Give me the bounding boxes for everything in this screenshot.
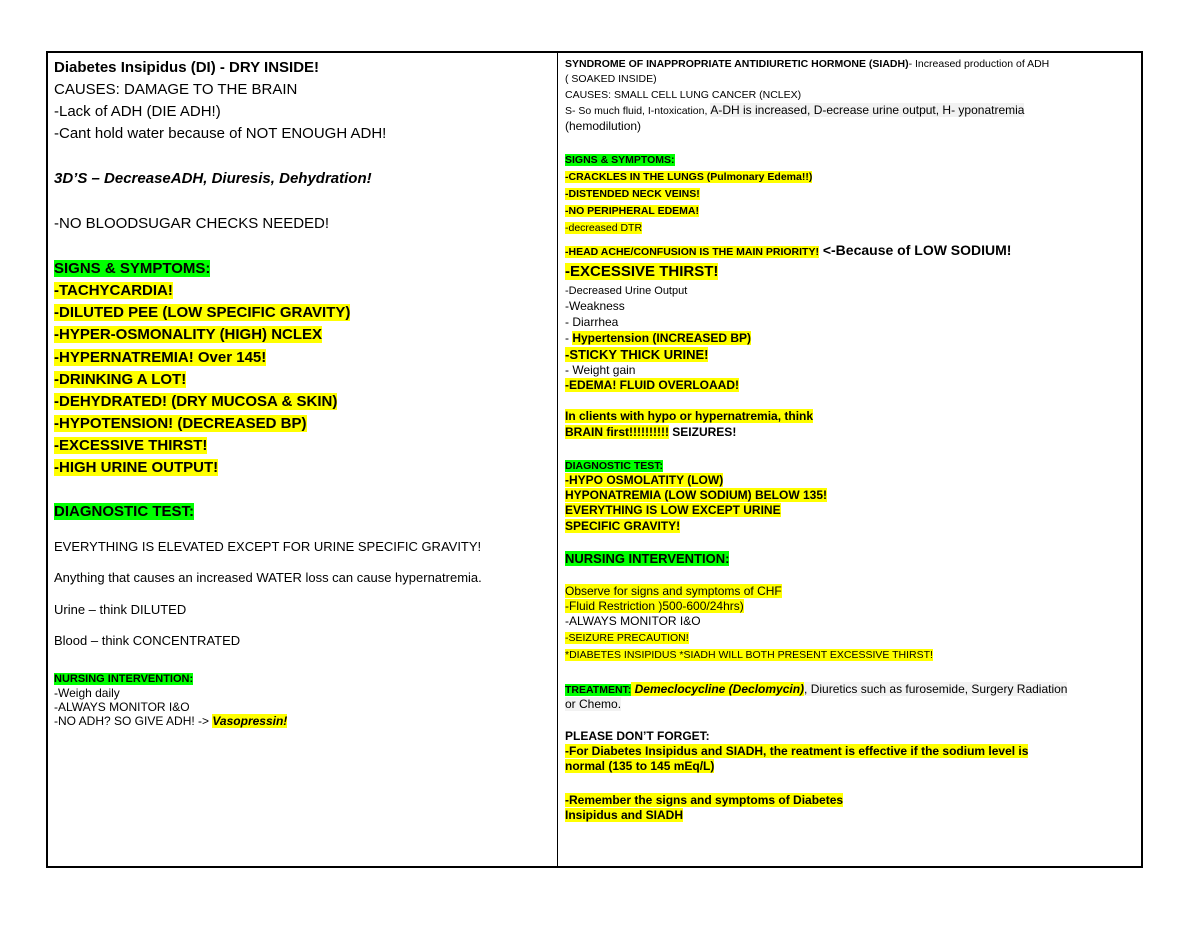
siadh-soaked: ( SOAKED INSIDE) [565, 73, 657, 85]
di-sign-item [54, 326, 322, 343]
siadh-seizure-precaution [565, 632, 689, 644]
siadh-reminder-1b [565, 760, 714, 774]
di-nursing-line: -Weigh daily [54, 686, 120, 700]
di-sign-item [54, 282, 173, 299]
siadh-diagnostic-heading [565, 460, 663, 472]
siadh-excessive-thirst-text: -EXCESSIVE THIRST! [565, 263, 719, 280]
siadh-monitor: -ALWAYS MONITOR I&O [565, 614, 701, 628]
di-diagnostic-heading [54, 503, 194, 520]
diabetes-insipidus-column [54, 53, 552, 866]
siadh-edema [565, 379, 739, 393]
di-diagnostic-line: EVERYTHING IS ELEVATED EXCEPT FOR URINE SPECIFIC GRAVITY! [54, 539, 482, 554]
siadh-clients-text-2: BRAIN first!!!!!!!!!! [565, 425, 669, 439]
siadh-diagnostic-line [565, 520, 680, 534]
siadh-clients-line-1 [565, 410, 813, 424]
di-sign-item [54, 437, 207, 454]
siadh-signs-heading-text: SIGNS & SYMPTOMS: [565, 154, 675, 166]
di-lack-adh: -Lack of ADH (DIE ADH!) [54, 103, 221, 120]
siadh-headache: -HEAD ACHE/CONFUSION IS THE MAIN PRIORITY! [565, 246, 819, 258]
di-sign-text: -DILUTED PEE (LOW SPECIFIC GRAVITY) [54, 304, 351, 321]
siadh-title [565, 58, 1049, 70]
siadh-diagnostic-text: SPECIFIC GRAVITY! [565, 519, 681, 533]
siadh-excessive-thirst [565, 263, 718, 280]
siadh-weight-gain: - Weight gain [565, 363, 636, 377]
siadh-chemo-text: or Chemo. [565, 697, 622, 711]
siadh-observe [565, 585, 782, 599]
siadh-diagnostic-line [565, 474, 723, 488]
di-sign-text: -TACHYCARDIA! [54, 282, 173, 299]
siadh-s-prefix: S- So much fluid, I-ntoxication, [565, 105, 711, 117]
siadh-reminder-1a [565, 745, 1028, 759]
siadh-fluid-restriction [565, 600, 744, 614]
siadh-diagnostic-heading-text: DIAGNOSTIC TEST: [565, 460, 664, 472]
siadh-because-low-sodium: <-Because of LOW SODIUM! [818, 242, 1012, 258]
siadh-sign-text: -NO PERIPHERAL EDEMA! [565, 205, 699, 217]
di-signs-heading [54, 260, 210, 277]
siadh-please: PLEASE DON’T FORGET: [565, 729, 710, 743]
siadh-headache-line [565, 242, 1011, 260]
siadh-hypertension-prefix: - [565, 331, 573, 345]
di-sign-text: -EXCESSIVE THIRST! [54, 437, 208, 454]
di-nursing-heading [54, 673, 193, 686]
siadh-reminder-2a [565, 794, 843, 808]
siadh-edema-text: -EDEMA! FLUID OVERLOAAD! [565, 378, 739, 392]
siadh-hypertension: Hypertension (INCREASED BP) [572, 331, 752, 345]
siadh-di-siadh-thirst-text: *DIABETES INSIPIDUS *SIADH WILL BOTH PRESENT EXCESSIVE THIRST! [565, 649, 933, 661]
di-title: Diabetes Insipidus (DI) - DRY INSIDE! [54, 59, 320, 76]
siadh-sign-text: -CRACKLES IN THE LUNGS (Pulmonary Edema!!) [565, 171, 813, 183]
siadh-reminder-2b-text: Insipidus and SIADH [565, 808, 684, 822]
di-sign-text: -HYPOTENSION! (DECREASED BP) [54, 415, 307, 432]
siadh-treatment-line [565, 683, 1067, 697]
notes-table [46, 51, 1143, 868]
di-sign-text: -DRINKING A LOT! [54, 371, 187, 388]
siadh-weakness: -Weakness [565, 299, 625, 313]
siadh-sign-item [565, 171, 812, 183]
siadh-s-rest: A-DH is increased, D-ecrease urine output, H- yponatremia [710, 103, 1025, 117]
di-cant-hold: -Cant hold water because of NOT ENOUGH ADH! [54, 125, 387, 142]
di-no-bloodsugar: -NO BLOODSUGAR CHECKS NEEDED! [54, 215, 330, 232]
siadh-causes: CAUSES: SMALL CELL LUNG CANCER (NCLEX) [565, 89, 802, 101]
siadh-sign-text: -decreased DTR [565, 222, 643, 234]
siadh-seizure-precaution-text: -SEIZURE PRECAUTION! [565, 632, 689, 644]
di-three-ds: 3D’S – DecreaseADH, Diuresis, Dehydration! [54, 170, 372, 187]
siadh-sticky-text: -STICKY THICK URINE! [565, 347, 709, 362]
siadh-observe-text: Observe for signs and symptoms of CHF [565, 584, 782, 598]
siadh-di-siadh-thirst [565, 649, 933, 661]
siadh-nursing-heading [565, 552, 729, 567]
siadh-reminder-1a-text: -For Diabetes Insipidus and SIADH, the reatment is effective if the sodium level is [565, 744, 1029, 758]
siadh-reminder-2b [565, 809, 683, 823]
siadh-demeclocycline: Demeclocycline (Declomycin) [631, 682, 805, 696]
siadh-diagnostic-text: EVERYTHING IS LOW EXCEPT URINE [565, 503, 781, 517]
siadh-clients-line-2 [565, 426, 736, 440]
siadh-reminder-2a-text: -Remember the signs and symptoms of Diabetes [565, 793, 844, 807]
siadh-treatment-rest: , Diuretics such as furosemide, Surgery Radiation [804, 682, 1068, 696]
di-signs-heading-text: SIGNS & SYMPTOMS: [54, 260, 211, 277]
di-diagnostic-line: Anything that causes an increased WATER loss can cause hypernatremia. [54, 570, 482, 585]
siadh-diarrhea: - Diarrhea [565, 315, 619, 329]
siadh-decreased-output: -Decreased Urine Output [565, 285, 688, 297]
siadh-diagnostic-text: -HYPO OSMOLATITY (LOW) [565, 473, 724, 487]
siadh-chemo [565, 698, 621, 712]
siadh-treatment-label: TREATMENT: [565, 684, 632, 696]
siadh-diagnostic-text: HYPONATREMIA (LOW SODIUM) BELOW 135! [565, 488, 827, 502]
siadh-sticky [565, 348, 708, 363]
siadh-diagnostic-line [565, 489, 827, 503]
di-sign-text: -DEHYDRATED! (DRY MUCOSA & SKIN) [54, 393, 338, 410]
di-no-adh-line [54, 715, 287, 729]
di-no-adh-text: -NO ADH? SO GIVE ADH! -> [54, 714, 213, 728]
di-sign-item [54, 304, 350, 321]
di-sign-item [54, 415, 307, 432]
di-sign-item [54, 459, 218, 476]
siadh-diagnostic-line [565, 504, 781, 518]
di-sign-text: -HYPER-OSMONALITY (HIGH) NCLEX [54, 326, 323, 343]
siadh-title-rest: - Increased production of ADH [908, 58, 1050, 70]
siadh-sign-item [565, 188, 700, 200]
siadh-reminder-1b-text: normal (135 to 145 mEq/L) [565, 759, 715, 773]
siadh-sign-item [565, 222, 642, 234]
di-sign-text: -HIGH URINE OUTPUT! [54, 459, 219, 476]
di-sign-text: -HYPERNATREMIA! Over 145! [54, 349, 267, 366]
di-diagnostic-heading-text: DIAGNOSTIC TEST: [54, 503, 195, 520]
siadh-title-bold: SYNDROME OF INAPPROPRIATE ANTIDIURETIC HORMONE (SIADH) [565, 58, 909, 70]
siadh-sign-text: -DISTENDED NECK VEINS! [565, 188, 700, 200]
di-sign-item [54, 349, 266, 366]
siadh-fluid-restriction-text: -Fluid Restriction )500-600/24hrs) [565, 599, 744, 613]
di-diagnostic-line: Blood – think CONCENTRATED [54, 633, 241, 648]
siadh-signs-heading [565, 154, 675, 166]
siadh-hypertension-line [565, 332, 751, 346]
siadh-seizures: SEIZURES! [668, 425, 737, 439]
di-diagnostic-line: Urine – think DILUTED [54, 602, 187, 617]
siadh-sign-item [565, 205, 699, 217]
column-divider [557, 53, 558, 866]
di-sign-item [54, 393, 337, 410]
siadh-s-line [565, 104, 1024, 118]
siadh-column [565, 53, 1140, 866]
siadh-nursing-heading-text: NURSING INTERVENTION: [565, 551, 730, 566]
di-vasopressin: Vasopressin! [212, 714, 288, 728]
siadh-clients-text-1: In clients with hypo or hypernatremia, think [565, 409, 814, 423]
di-nursing-heading-text: NURSING INTERVENTION: [54, 673, 194, 685]
di-causes: CAUSES: DAMAGE TO THE BRAIN [54, 81, 298, 98]
di-nursing-line: -ALWAYS MONITOR I&O [54, 700, 190, 714]
di-sign-item [54, 371, 186, 388]
siadh-hemodilution: (hemodilution) [565, 119, 642, 133]
